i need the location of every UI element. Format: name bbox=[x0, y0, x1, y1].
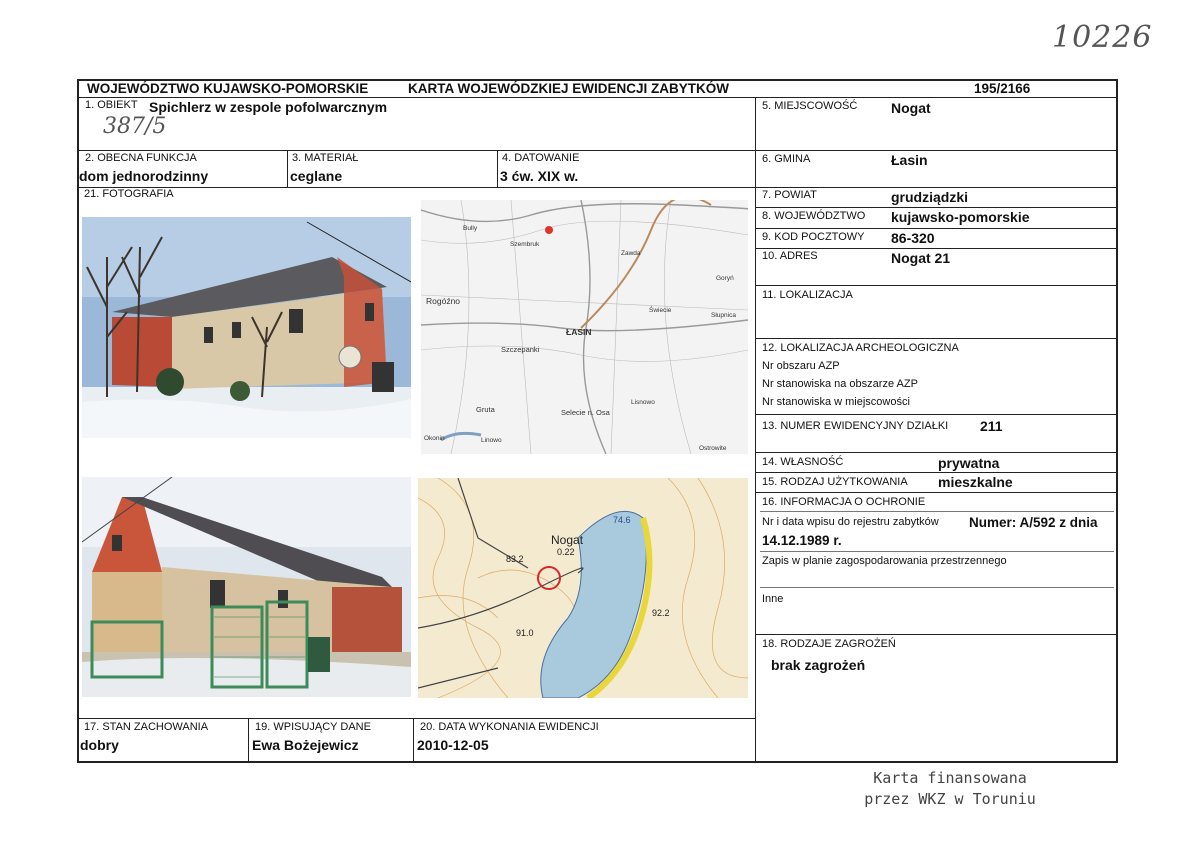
handwritten-object-number: 387/5 bbox=[103, 114, 167, 139]
label-funkcja: 2. OBECNA FUNKCJA bbox=[85, 152, 197, 164]
svg-text:92.2: 92.2 bbox=[652, 608, 670, 618]
label-dzialka: 13. NUMER EWIDENCYJNY DZIAŁKI bbox=[762, 420, 949, 432]
label-fotografia: 21. FOTOGRAFIA bbox=[84, 188, 174, 200]
label-wpisujacy: 19. WPISUJĄCY DANE bbox=[255, 721, 371, 733]
svg-text:Goryń: Goryń bbox=[716, 275, 734, 282]
handwritten-archive-number: 10226 bbox=[1052, 20, 1153, 55]
value-uzytkowanie: mieszkalne bbox=[938, 474, 1013, 490]
svg-text:74.6: 74.6 bbox=[613, 515, 631, 525]
svg-text:Okonin: Okonin bbox=[424, 435, 445, 442]
value-data-wykonania: 2010-12-05 bbox=[417, 737, 489, 753]
ochrona-plan-label: Zapis w planie zagospodarowania przestrzennego bbox=[762, 555, 1007, 567]
header-region: WOJEWÓDZTWO KUJAWSKO-POMORSKIE bbox=[87, 81, 369, 96]
label-miejscowosc: 5. MIEJSCOWOŚĆ bbox=[762, 100, 858, 112]
svg-text:ŁASIN: ŁASIN bbox=[566, 327, 592, 337]
header-card-number: 195/2166 bbox=[974, 81, 1031, 96]
svg-text:Ostrowite: Ostrowite bbox=[699, 445, 727, 452]
svg-text:Zawda: Zawda bbox=[621, 250, 641, 257]
value-funkcja: dom jednorodzinny bbox=[79, 168, 209, 184]
label-gmina: 6. GMINA bbox=[762, 153, 811, 165]
value-obiekt: Spichlerz w zespole pofolwarcznym bbox=[149, 99, 388, 115]
label-lokalizacja: 11. LOKALIZACJA bbox=[762, 289, 853, 301]
archeo-nr-obszaru: Nr obszaru AZP bbox=[762, 360, 840, 372]
svg-text:0.22: 0.22 bbox=[557, 547, 575, 557]
label-kod-pocztowy: 9. KOD POCZTOWY bbox=[762, 231, 865, 243]
value-stan: dobry bbox=[80, 737, 119, 753]
ochrona-rejestr-value: Numer: A/592 z dnia bbox=[969, 515, 1098, 530]
label-powiat: 7. POWIAT bbox=[762, 189, 817, 201]
value-kod-pocztowy: 86-320 bbox=[891, 230, 935, 246]
svg-text:Linowo: Linowo bbox=[481, 437, 502, 444]
ochrona-inne-label: Inne bbox=[762, 593, 784, 605]
map-regional bbox=[421, 200, 748, 454]
header-card-title: KARTA WOJEWÓDZKIEJ EWIDENCJI ZABYTKÓW bbox=[408, 81, 729, 96]
label-zagrozenia: 18. RODZAJE ZAGROŻEŃ bbox=[762, 638, 896, 650]
svg-text:Nogat: Nogat bbox=[551, 533, 584, 547]
label-archeo: 12. LOKALIZACJA ARCHEOLOGICZNA bbox=[762, 342, 959, 354]
value-adres: Nogat 21 bbox=[891, 250, 951, 266]
value-dzialka: 211 bbox=[980, 418, 1003, 434]
label-stan: 17. STAN ZACHOWANIA bbox=[84, 721, 209, 733]
svg-text:Lisnowo: Lisnowo bbox=[631, 399, 655, 406]
svg-text:83.2: 83.2 bbox=[506, 554, 524, 564]
label-wojewodztwo: 8. WOJEWÓDZTWO bbox=[762, 210, 866, 222]
label-adres: 10. ADRES bbox=[762, 250, 818, 262]
label-uzytkowanie: 15. RODZAJ UŻYTKOWANIA bbox=[762, 476, 908, 488]
label-obiekt: 1. OBIEKT bbox=[85, 99, 138, 111]
ochrona-rejestr-date: 14.12.1989 r. bbox=[762, 533, 842, 548]
archeo-nr-stanowiska-azp: Nr stanowiska na obszarze AZP bbox=[762, 378, 918, 390]
svg-text:Świecie: Świecie bbox=[649, 307, 672, 314]
label-data-wykonania: 20. DATA WYKONANIA EWIDENCJI bbox=[420, 721, 599, 733]
financing-stamp bbox=[860, 768, 1040, 810]
svg-text:Gruta: Gruta bbox=[476, 405, 495, 414]
value-material: ceglane bbox=[290, 168, 343, 184]
stamp-line-2: przez WKZ w Toruniu bbox=[864, 790, 1036, 808]
svg-text:Selecie n. Osa: Selecie n. Osa bbox=[561, 408, 610, 417]
svg-text:Szembruk: Szembruk bbox=[510, 241, 540, 248]
value-miejscowosc: Nogat bbox=[891, 100, 931, 116]
svg-text:Szczepanki: Szczepanki bbox=[501, 345, 540, 354]
svg-text:Słupnica: Słupnica bbox=[711, 312, 736, 319]
value-wlasnosc: prywatna bbox=[938, 455, 1000, 471]
value-wojewodztwo: kujawsko-pomorskie bbox=[891, 209, 1030, 225]
photo-building-front bbox=[82, 217, 411, 438]
label-datowanie: 4. DATOWANIE bbox=[502, 152, 580, 164]
label-material: 3. MATERIAŁ bbox=[292, 152, 359, 164]
value-datowanie: 3 ćw. XIX w. bbox=[500, 168, 579, 184]
svg-text:Rogóźno: Rogóźno bbox=[426, 296, 461, 306]
svg-text:Bully: Bully bbox=[463, 225, 478, 232]
value-zagrozenia: brak zagrożeń bbox=[771, 657, 866, 673]
stamp-line-1: Karta finansowana bbox=[873, 769, 1027, 787]
photo-building-side bbox=[82, 477, 411, 697]
value-gmina: Łasin bbox=[891, 152, 928, 168]
map-topographic bbox=[418, 478, 748, 698]
label-wlasnosc: 14. WŁASNOŚĆ bbox=[762, 456, 844, 468]
value-powiat: grudziądzki bbox=[891, 189, 969, 205]
archeo-nr-stanowiska-miejscowosc: Nr stanowiska w miejscowości bbox=[762, 396, 910, 408]
label-ochrona: 16. INFORMACJA O OCHRONIE bbox=[762, 496, 926, 508]
value-wpisujacy: Ewa Bożejewicz bbox=[252, 737, 359, 753]
ochrona-rejestr-label: Nr i data wpisu do rejestru zabytków bbox=[762, 516, 939, 528]
svg-text:91.0: 91.0 bbox=[516, 628, 534, 638]
